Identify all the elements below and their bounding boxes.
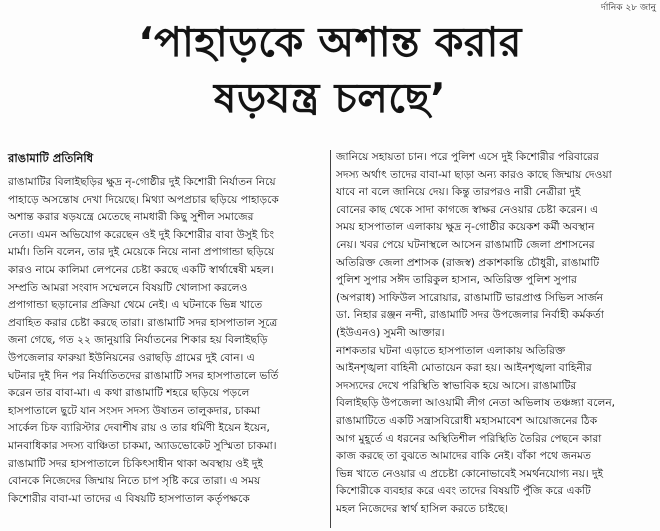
text-line: কিশোরীর বাবা-মা তাদের এ বিষয়টি হাসপাতাল কর্তৃপক্ষকে bbox=[8, 492, 250, 505]
text-line: সদস্য অর্থাৎ তাদের বাবা-মা ছাড়া অন্য কারও কাছে জিম্মায় দেওয়া bbox=[336, 168, 612, 181]
text-line: প্রপাগান্ডা ছড়ানোর প্রক্রিয়া থেমে নেই। এ ঘটনাকে ভিন্ন খাতে bbox=[8, 299, 263, 312]
text-line: বোনকে নিজেদের জিম্মায় নিতে চাপ সৃষ্টি করে তারা। এ সময় bbox=[8, 475, 261, 488]
headline-line-2: ষড়যন্ত্র চলছে’ bbox=[213, 74, 447, 122]
text-line: নেতা। এমন অভিযোগ করেছেন ওই দুই কিশোরীর বাবা উসুই চিং bbox=[8, 228, 275, 241]
text-line: যাবে না বলে জানিয়ে দেয়। কিন্তু তারপরও নারী নেত্রীরা দুই bbox=[336, 186, 581, 199]
text-line: কিশোরীকে ব্যবহার করে এবং তাদের বিষয়টি পুঁজি করে একটি bbox=[336, 485, 591, 498]
column-divider bbox=[330, 150, 331, 528]
text-line: কারও নামে কালিমা লেপনের চেষ্টা করছে একটি স্বার্থান্বেষী মহল। bbox=[8, 263, 274, 276]
text-line: পাহাড়ে অসন্তোষ দেখা দিয়েছে। মিথ্যা অপপ্রচার ছড়িয়ে পাহাড়কে bbox=[8, 193, 279, 206]
text-line: সময় হাসপাতাল এলাকায় ক্ষুদ্র নৃ-গোষ্ঠীর কয়েকশ কর্মী অবস্থান bbox=[336, 221, 595, 234]
text-line: রাঙামাটি সদর হাসপাতালে চিকিৎসাধীন থাকা অবস্থায় ওই দুই bbox=[8, 457, 263, 470]
article-column-right bbox=[336, 149, 654, 529]
article-byline: রাঙামাটি প্রতিনিধি bbox=[8, 151, 94, 165]
text-line: নেয়। খবর পেয়ে ঘটনাস্থলে আসেন রাঙামাটি জেলা প্রশাসনের bbox=[336, 238, 595, 251]
text-line: বোনের কাছ থেকে সাদা কাগজে স্বাক্ষর নেওয়ার চেষ্টা করেন। এ bbox=[336, 203, 599, 216]
headline-line-1: ‘পাহাড়কে অশান্ত করার bbox=[138, 18, 522, 66]
text-line: উপজেলার ফারুয়া ইউনিয়নের ওরাছড়ি গ্রামের দুই বোন। এ bbox=[8, 351, 255, 364]
text-line: সদস্যদের দেখে পরিস্থিতি স্বাভাবিক হয়ে আসে। রাঙামাটির bbox=[336, 379, 577, 392]
text-line: মার্মা। তিনি বলেন, তার দুই মেয়েকে নিয়ে নানা প্রপাগান্ডা ছড়িয়ে bbox=[8, 246, 275, 259]
text-line: মানবাধিকার সদস্য বাঞ্চিতা চাকমা, অ্যাডভোকেট সুস্মিতা চাকমা। bbox=[8, 439, 277, 452]
text-line: ভিন্ন খাতে নেওয়ার এ প্রচেষ্টা কোনোভাবেই সমর্থনযোগ্য নয়। দুই bbox=[336, 467, 604, 480]
text-line: ডা. নিহার রঞ্জন নন্দী, রাঙামাটি সদর উপজেলার নির্বাহী কর্মকর্তা bbox=[336, 309, 604, 322]
text-line: জনা গেছে, গত ২২ জানুয়ারি নির্যাতনের শিকার হয় বিলাইছড়ি bbox=[8, 334, 268, 347]
text-line: নাশকতার ঘটনা এড়াতে হাসপাতাল এলাকায় অতিরিক্ত bbox=[336, 344, 566, 357]
text-line: আগ মুহূর্তে এ ধরনের অস্থিতিশীল পরিস্থিতি তৈরির পেছনে কারা bbox=[336, 432, 602, 445]
text-line: (অপরাধ) সাফিউল সারোয়ার, রাঙামাটি ভারপ্রাপ্ত সিভিল সার্জন bbox=[336, 291, 604, 304]
text-line: কাজ করছে তা বুঝতে আমাদের বাকি নেই। বাঁকা পথে জনমত bbox=[336, 450, 592, 463]
text-line: আইনশৃঙ্খলা বাহিনী মোতায়েন করা হয়। আইনশৃঙ্খলা বাহিনীর bbox=[336, 362, 592, 375]
text-line: পুলিশ সুপার সঈদ তারিকুল হাসান, অতিরিক্ত পুলিশ সুপার bbox=[336, 274, 577, 287]
article-column-left bbox=[8, 174, 326, 530]
text-line: রাঙামাটির বিলাইছড়ির ক্ষুদ্র নৃ-গোষ্ঠীর দুই কিশোরী নির্যাতন নিয়ে bbox=[8, 176, 276, 188]
text-line: হাসপাতালে ছুটে যান সংসদ সদস্য উষাতন তালুকদার, চাকমা bbox=[8, 404, 261, 417]
page-header-strip: র্দানিক ২৮ জানু bbox=[600, 3, 656, 13]
article-headline bbox=[40, 14, 620, 126]
text-line: জানিয়ে সহায়তা চান। পরে পুলিশ এসে দুই কিশোরীর পরিবারের bbox=[336, 151, 599, 163]
text-line: অতিরিক্ত জেলা প্রশাসক (রাজস্ব) প্রকাশকান্তি চৌধুরী, রাঙামাটি bbox=[336, 256, 600, 269]
text-line: মহল নিজেদের স্বার্থ হাসিল করতে চাইছে। bbox=[336, 502, 509, 515]
text-line: বিলাইছড়ি উপজেলা আওয়ামী লীগ নেতা অভিলাষ তঞ্চঙ্গ্যা বলেন, bbox=[336, 397, 616, 410]
text-line: সম্প্রতি আমরা সংবাদ সম্মেলনে বিষয়টি খোলাসা করলেও bbox=[8, 281, 248, 294]
text-line: সার্কেল চিফ ব্যারিস্টার দেবাশীষ রায় ও তার ধর্মিণী ইয়েন ইয়েন, bbox=[8, 422, 270, 435]
text-line: করেন তার বাবা-মা। এ কথা রাঙামাটি শহরে ছড়িয়ে পড়লে bbox=[8, 387, 250, 400]
text-line: প্রবাহিত করার চেষ্টা করছে তারা। রাঙামাটি সদর হাসপাতাল সূত্রে bbox=[8, 316, 278, 329]
text-line: রাঙামাটিতে একটি সন্ত্রাসবিরোধী মহাসমাবেশ আয়োজনের ঠিক bbox=[336, 414, 598, 427]
text-line: ঘটনার দুই দিন পর নির্যাতিতদের রাঙামাটি সদর হাসপাতালে ভর্তি bbox=[8, 369, 279, 382]
text-line: অশান্ত করার ষড়যন্ত্রে মেতেছে নামধারী কিছু সুশীল সমাজের bbox=[8, 211, 254, 224]
text-line: (ইউএনও) সুমনী আক্তার। bbox=[336, 326, 445, 339]
